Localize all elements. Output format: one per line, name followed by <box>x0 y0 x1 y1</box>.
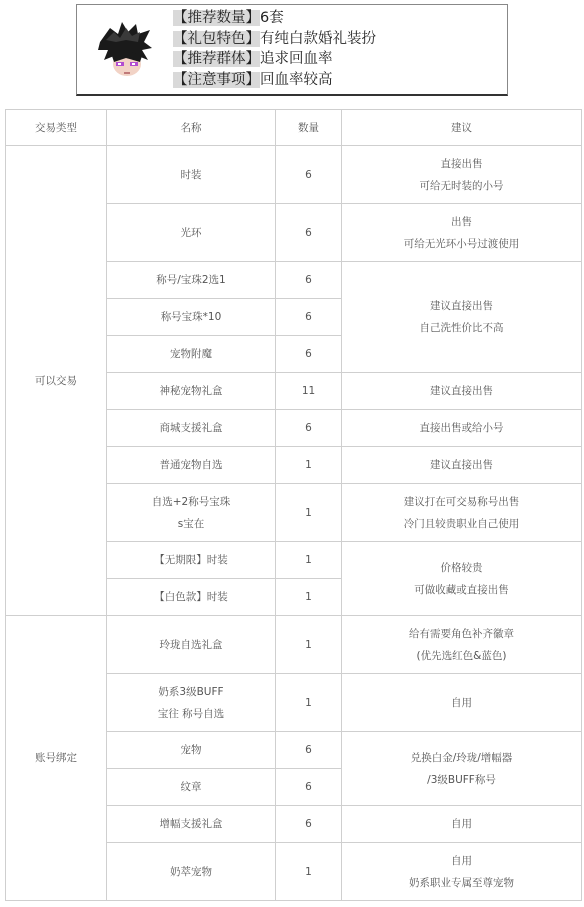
item-advice: 出售 可给无光环小号过渡使用 <box>342 204 582 262</box>
item-name: 【白色款】时装 <box>107 579 276 616</box>
item-name: 【无期限】时装 <box>107 542 276 579</box>
item-name: 纹章 <box>107 769 276 806</box>
summary-row-count <box>173 8 376 29</box>
item-count: 6 <box>276 769 342 806</box>
item-name: 称号/宝珠2选1 <box>107 262 276 299</box>
summary-value: 追求回血率 <box>260 51 333 67</box>
summary-value: 回血率较高 <box>260 71 333 88</box>
item-count: 1 <box>276 843 342 901</box>
item-advice: 兑换白金/玲珑/增幅器 /3级BUFF称号 <box>342 732 582 806</box>
item-count: 1 <box>276 674 342 732</box>
item-advice: 自用 <box>342 806 582 843</box>
item-name: 普通宠物自选 <box>107 447 276 484</box>
item-name: 增幅支援礼盒 <box>107 806 276 843</box>
header-count: 数量 <box>276 110 342 146</box>
item-count: 1 <box>276 484 342 542</box>
summary-row-audience <box>173 49 376 70</box>
item-count: 6 <box>276 806 342 843</box>
item-name: 商城支援礼盒 <box>107 410 276 447</box>
group-account-bound: 账号绑定 <box>6 616 107 901</box>
item-count: 6 <box>276 146 342 204</box>
summary-list <box>173 8 376 90</box>
item-name: 奶系3级BUFF 宝往 称号自选 <box>107 674 276 732</box>
table-row <box>6 146 582 204</box>
table-header-row <box>6 110 582 146</box>
item-name: 奶萃宠物 <box>107 843 276 901</box>
item-count: 1 <box>276 616 342 674</box>
summary-row-feature <box>173 29 376 50</box>
item-advice: 价格较贵 可做收藏或直接出售 <box>342 542 582 616</box>
item-name: 宠物附魔 <box>107 336 276 373</box>
item-advice: 直接出售或给小号 <box>342 410 582 447</box>
table-row <box>6 616 582 674</box>
item-count: 6 <box>276 262 342 299</box>
item-count: 6 <box>276 299 342 336</box>
item-advice: 建议直接出售 自己洗性价比不高 <box>342 262 582 373</box>
summary-value: 有纯白款婚礼装扮 <box>260 30 376 47</box>
item-count: 6 <box>276 732 342 769</box>
item-advice: 建议打在可交易称号出售 冷门且较贵职业自己使用 <box>342 484 582 542</box>
summary-key: 【推荐群体】 <box>173 51 260 67</box>
character-avatar-icon <box>96 20 154 82</box>
item-name: 光环 <box>107 204 276 262</box>
summary-key: 【注意事项】 <box>173 71 260 88</box>
item-count: 6 <box>276 336 342 373</box>
item-count: 1 <box>276 579 342 616</box>
item-advice: 自用 奶系职业专属至尊宠物 <box>342 843 582 901</box>
item-name: 时装 <box>107 146 276 204</box>
header-name: 名称 <box>107 110 276 146</box>
item-count: 6 <box>276 410 342 447</box>
item-name: 称号宝珠*10 <box>107 299 276 336</box>
summary-row-notes <box>173 70 376 91</box>
header-trade-type: 交易类型 <box>6 110 107 146</box>
group-tradeable: 可以交易 <box>6 146 107 616</box>
item-advice: 建议直接出售 <box>342 447 582 484</box>
item-name: 神秘宠物礼盒 <box>107 373 276 410</box>
item-count: 6 <box>276 204 342 262</box>
header-advice: 建议 <box>342 110 582 146</box>
item-advice: 给有需要角色补齐徽章 (优先选红色&蓝色) <box>342 616 582 674</box>
package-summary-card <box>76 4 508 96</box>
summary-value: 6套 <box>260 10 284 26</box>
item-name: 玲珑自选礼盒 <box>107 616 276 674</box>
item-count: 11 <box>276 373 342 410</box>
item-count: 1 <box>276 542 342 579</box>
item-advice: 直接出售 可给无时装的小号 <box>342 146 582 204</box>
item-advice-table <box>5 109 582 901</box>
item-count: 1 <box>276 447 342 484</box>
item-name: 自选+2称号宝珠 s宝在 <box>107 484 276 542</box>
summary-key: 【礼包特色】 <box>173 30 260 47</box>
item-name: 宠物 <box>107 732 276 769</box>
item-advice: 建议直接出售 <box>342 373 582 410</box>
item-advice: 自用 <box>342 674 582 732</box>
summary-key: 【推荐数量】 <box>173 10 260 26</box>
